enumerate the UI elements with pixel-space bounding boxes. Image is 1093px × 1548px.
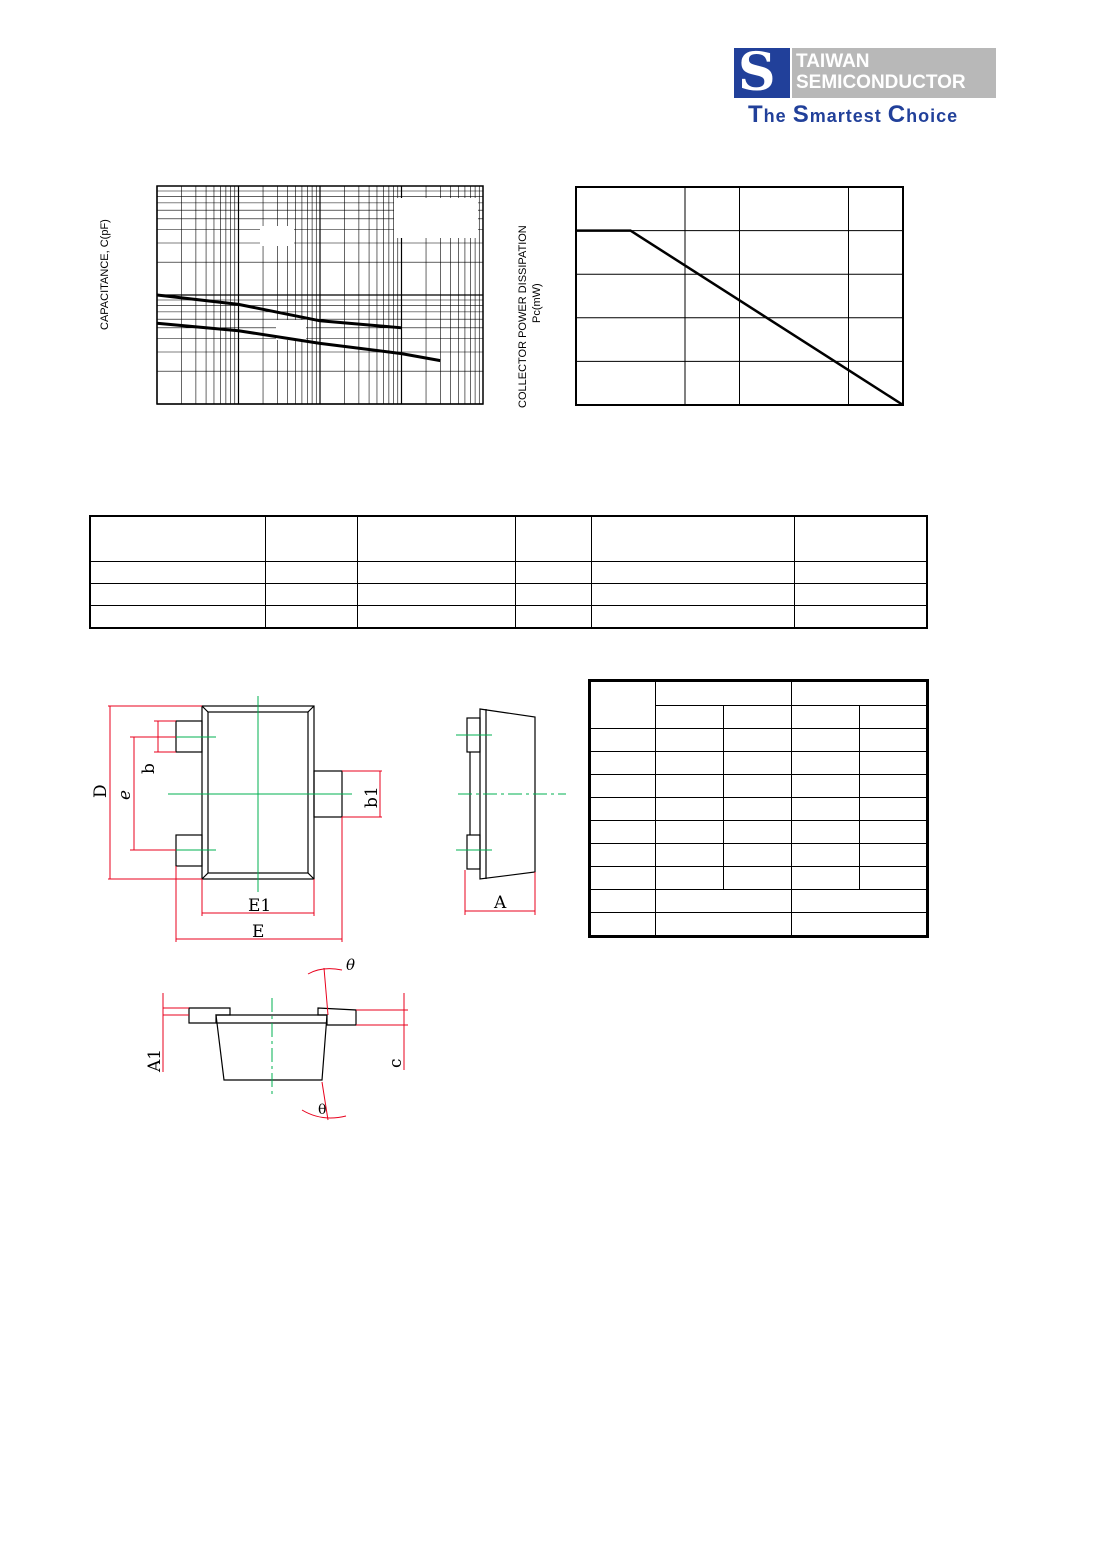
spec-cell — [358, 516, 516, 562]
dim-label-theta-bottom: θ — [318, 1102, 327, 1118]
top-view-dim-labels — [91, 763, 382, 942]
capacitance-white-box-2 — [260, 226, 294, 246]
dim-cell — [792, 681, 928, 706]
logo-line2: SEMICONDUCTOR — [796, 72, 966, 93]
spec-cell — [516, 516, 592, 562]
spec-table — [89, 515, 928, 629]
spec-cell — [90, 516, 266, 562]
spec-table-row — [90, 562, 927, 584]
dim-table-row — [590, 821, 928, 844]
power-ylabel-line2: Pc(mW) — [531, 283, 543, 323]
spec-table-header-row — [90, 516, 927, 562]
capacitance-white-box-1 — [394, 198, 478, 238]
dim-table-row — [590, 729, 928, 752]
spec-table-row — [90, 584, 927, 606]
dim-label-E1: E1 — [248, 896, 272, 916]
spec-cell — [592, 516, 795, 562]
company-logo — [734, 42, 996, 128]
logo-name-box — [792, 48, 996, 98]
top-view — [176, 706, 342, 879]
dim-cell — [590, 681, 656, 729]
side-lead-bottom — [467, 835, 480, 869]
spec-cell — [795, 516, 928, 562]
dim-table-row — [590, 752, 928, 775]
dim-label-A1: A1 — [145, 1048, 165, 1072]
dim-label-c: c — [386, 1058, 406, 1068]
dim-table-row — [590, 890, 928, 913]
dim-table-row — [590, 913, 928, 937]
dim-table-header-row — [590, 681, 928, 706]
dim-label-E: E — [252, 922, 265, 942]
front-view-dimensions — [163, 968, 408, 1120]
spec-table-row — [90, 606, 927, 629]
dim-label-D: D — [91, 784, 111, 798]
capacitance-chart — [150, 180, 490, 412]
dim-label-e: e — [115, 789, 135, 800]
dim-table-row — [590, 867, 928, 890]
dim-table-row — [590, 775, 928, 798]
dim-label-b1: b1 — [362, 786, 382, 808]
front-lead-left — [189, 1008, 230, 1023]
top-view-dimensions — [108, 706, 382, 942]
power-ylabel-line1: COLLECTOR POWER DISSIPATION — [517, 225, 529, 408]
power-chart — [570, 180, 910, 412]
spec-cell — [266, 516, 358, 562]
logo-tagline: The Smartest Choice — [748, 101, 959, 128]
top-view-centerlines — [168, 696, 352, 892]
dim-label-A: A — [494, 893, 507, 913]
logo-line1: TAIWAN — [796, 51, 870, 72]
package-outline-drawing — [90, 690, 580, 1130]
dim-label-b: b — [139, 763, 159, 774]
dim-label-theta-top: θ — [346, 956, 356, 974]
dim-table-row — [590, 798, 928, 821]
front-view-dim-labels — [145, 956, 406, 1118]
dim-table-row — [590, 844, 928, 867]
dimension-table — [588, 679, 929, 938]
logo-mark: S — [734, 48, 790, 98]
capacitance-ylabel: CAPACITANCE, C(pF) — [99, 219, 111, 330]
dim-cell — [656, 681, 792, 706]
